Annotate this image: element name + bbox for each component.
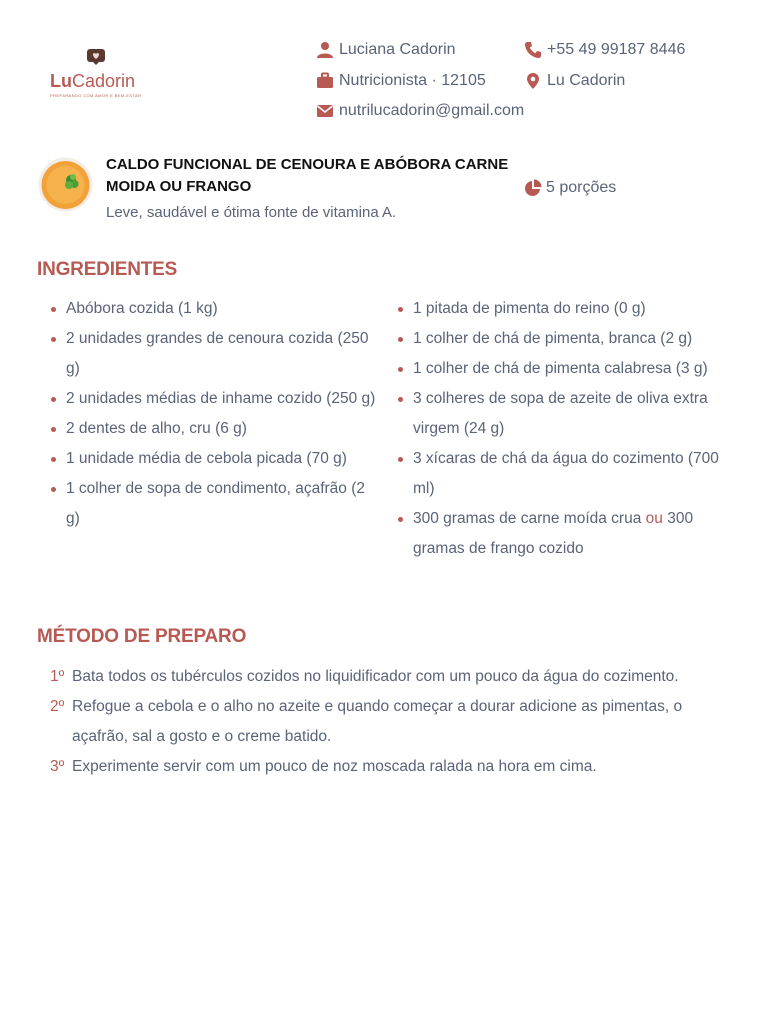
ingredient-or-text: ou: [645, 510, 663, 527]
method-step: [48, 692, 728, 752]
step-text: Bata todos os tubérculos cozidos no liquidificador com um pouco da água do cozimento.: [72, 668, 679, 685]
recipe-portions: [524, 179, 616, 197]
method-steps: [48, 662, 728, 782]
step-number: 3º: [50, 758, 65, 775]
heart-speech-bubble-icon: [86, 48, 106, 66]
logo-lu-text: Lu: [50, 71, 72, 91]
ingredients-list-right: [385, 294, 730, 564]
contact-phone[interactable]: [524, 40, 685, 60]
ingredient-meat-text: 300 gramas de carne moída crua: [413, 510, 642, 527]
ingredient-item: Abóbora cozida (1 kg): [38, 294, 383, 324]
step-number: 1º: [50, 668, 65, 685]
ingredient-item-meat-or-chicken: [385, 504, 730, 564]
pie-chart-icon: [524, 179, 542, 197]
ingredient-item: 1 colher de sopa de condimento, açafrão (2 g): [38, 474, 383, 534]
ingredient-item: 1 colher de chá de pimenta calabresa (3 g): [385, 354, 730, 384]
brand-logo: [48, 48, 140, 102]
contact-social-text: Lu Cadorin: [547, 72, 626, 89]
method-step: [48, 752, 728, 782]
recipe-subtitle: Leve, saudável e ótima fonte de vitamina A.: [106, 204, 397, 221]
step-number: 2º: [50, 698, 65, 715]
step-text: Refogue a cebola e o alho no azeite e quando começar a dourar adicione as pimentas, o açafrão, sal a gosto e o creme batido.: [72, 698, 683, 745]
ingredient-item: 2 unidades grandes de cenoura cozida (250 g): [38, 324, 383, 384]
briefcase-icon: [316, 72, 334, 90]
user-icon: [316, 41, 334, 59]
contact-name: [316, 40, 456, 60]
logo-cadorin-text: Cadorin: [72, 71, 136, 91]
ingredient-item: 1 colher de chá de pimenta, branca (2 g): [385, 324, 730, 354]
contact-email-text: nutrilucadorin@gmail.com: [339, 102, 525, 119]
map-pin-icon: [524, 72, 542, 90]
portions-text: 5 porções: [546, 179, 617, 196]
recipe-title: CALDO FUNCIONAL DE CENOURA E ABÓBORA CARNE MOIDA OU FRANGO: [106, 156, 509, 195]
logo-wordmark: [50, 71, 135, 91]
ingredient-item: 3 colheres de sopa de azeite de oliva extra virgem (24 g): [385, 384, 730, 444]
envelope-icon: [316, 102, 334, 120]
ingredient-item: 1 unidade média de cebola picada (70 g): [38, 444, 383, 474]
soup-bowl-image: [38, 157, 93, 212]
method-heading: MÉTODO DE PREPARO: [37, 626, 247, 647]
contact-email[interactable]: [316, 101, 524, 121]
contact-social[interactable]: [524, 71, 625, 91]
ingredients-heading: INGREDIENTES: [37, 259, 178, 280]
phone-icon: [524, 41, 542, 59]
ingredient-item: 2 unidades médias de inhame cozido (250 g): [38, 384, 383, 414]
ingredients-list-left: [38, 294, 383, 534]
ingredient-item: 2 dentes de alho, cru (6 g): [38, 414, 383, 444]
contact-profession: [316, 71, 486, 91]
contact-name-text: Luciana Cadorin: [339, 41, 456, 58]
ingredient-item: 1 pitada de pimenta do reino (0 g): [385, 294, 730, 324]
step-text: Experimente servir com um pouco de noz moscada ralada na hora em cima.: [72, 758, 597, 775]
contact-phone-text: +55 49 99187 8446: [547, 41, 686, 58]
ingredient-chicken-text: 300 gramas de frango cozido: [413, 510, 694, 557]
method-step: [48, 662, 728, 692]
contact-profession-text: Nutricionista · 12105: [339, 72, 486, 89]
ingredient-item: 3 xícaras de chá da água do cozimento (700 ml): [385, 444, 730, 504]
logo-tagline: PREPARANDO COM AMOR E BEM-ESTAR: [50, 93, 142, 98]
